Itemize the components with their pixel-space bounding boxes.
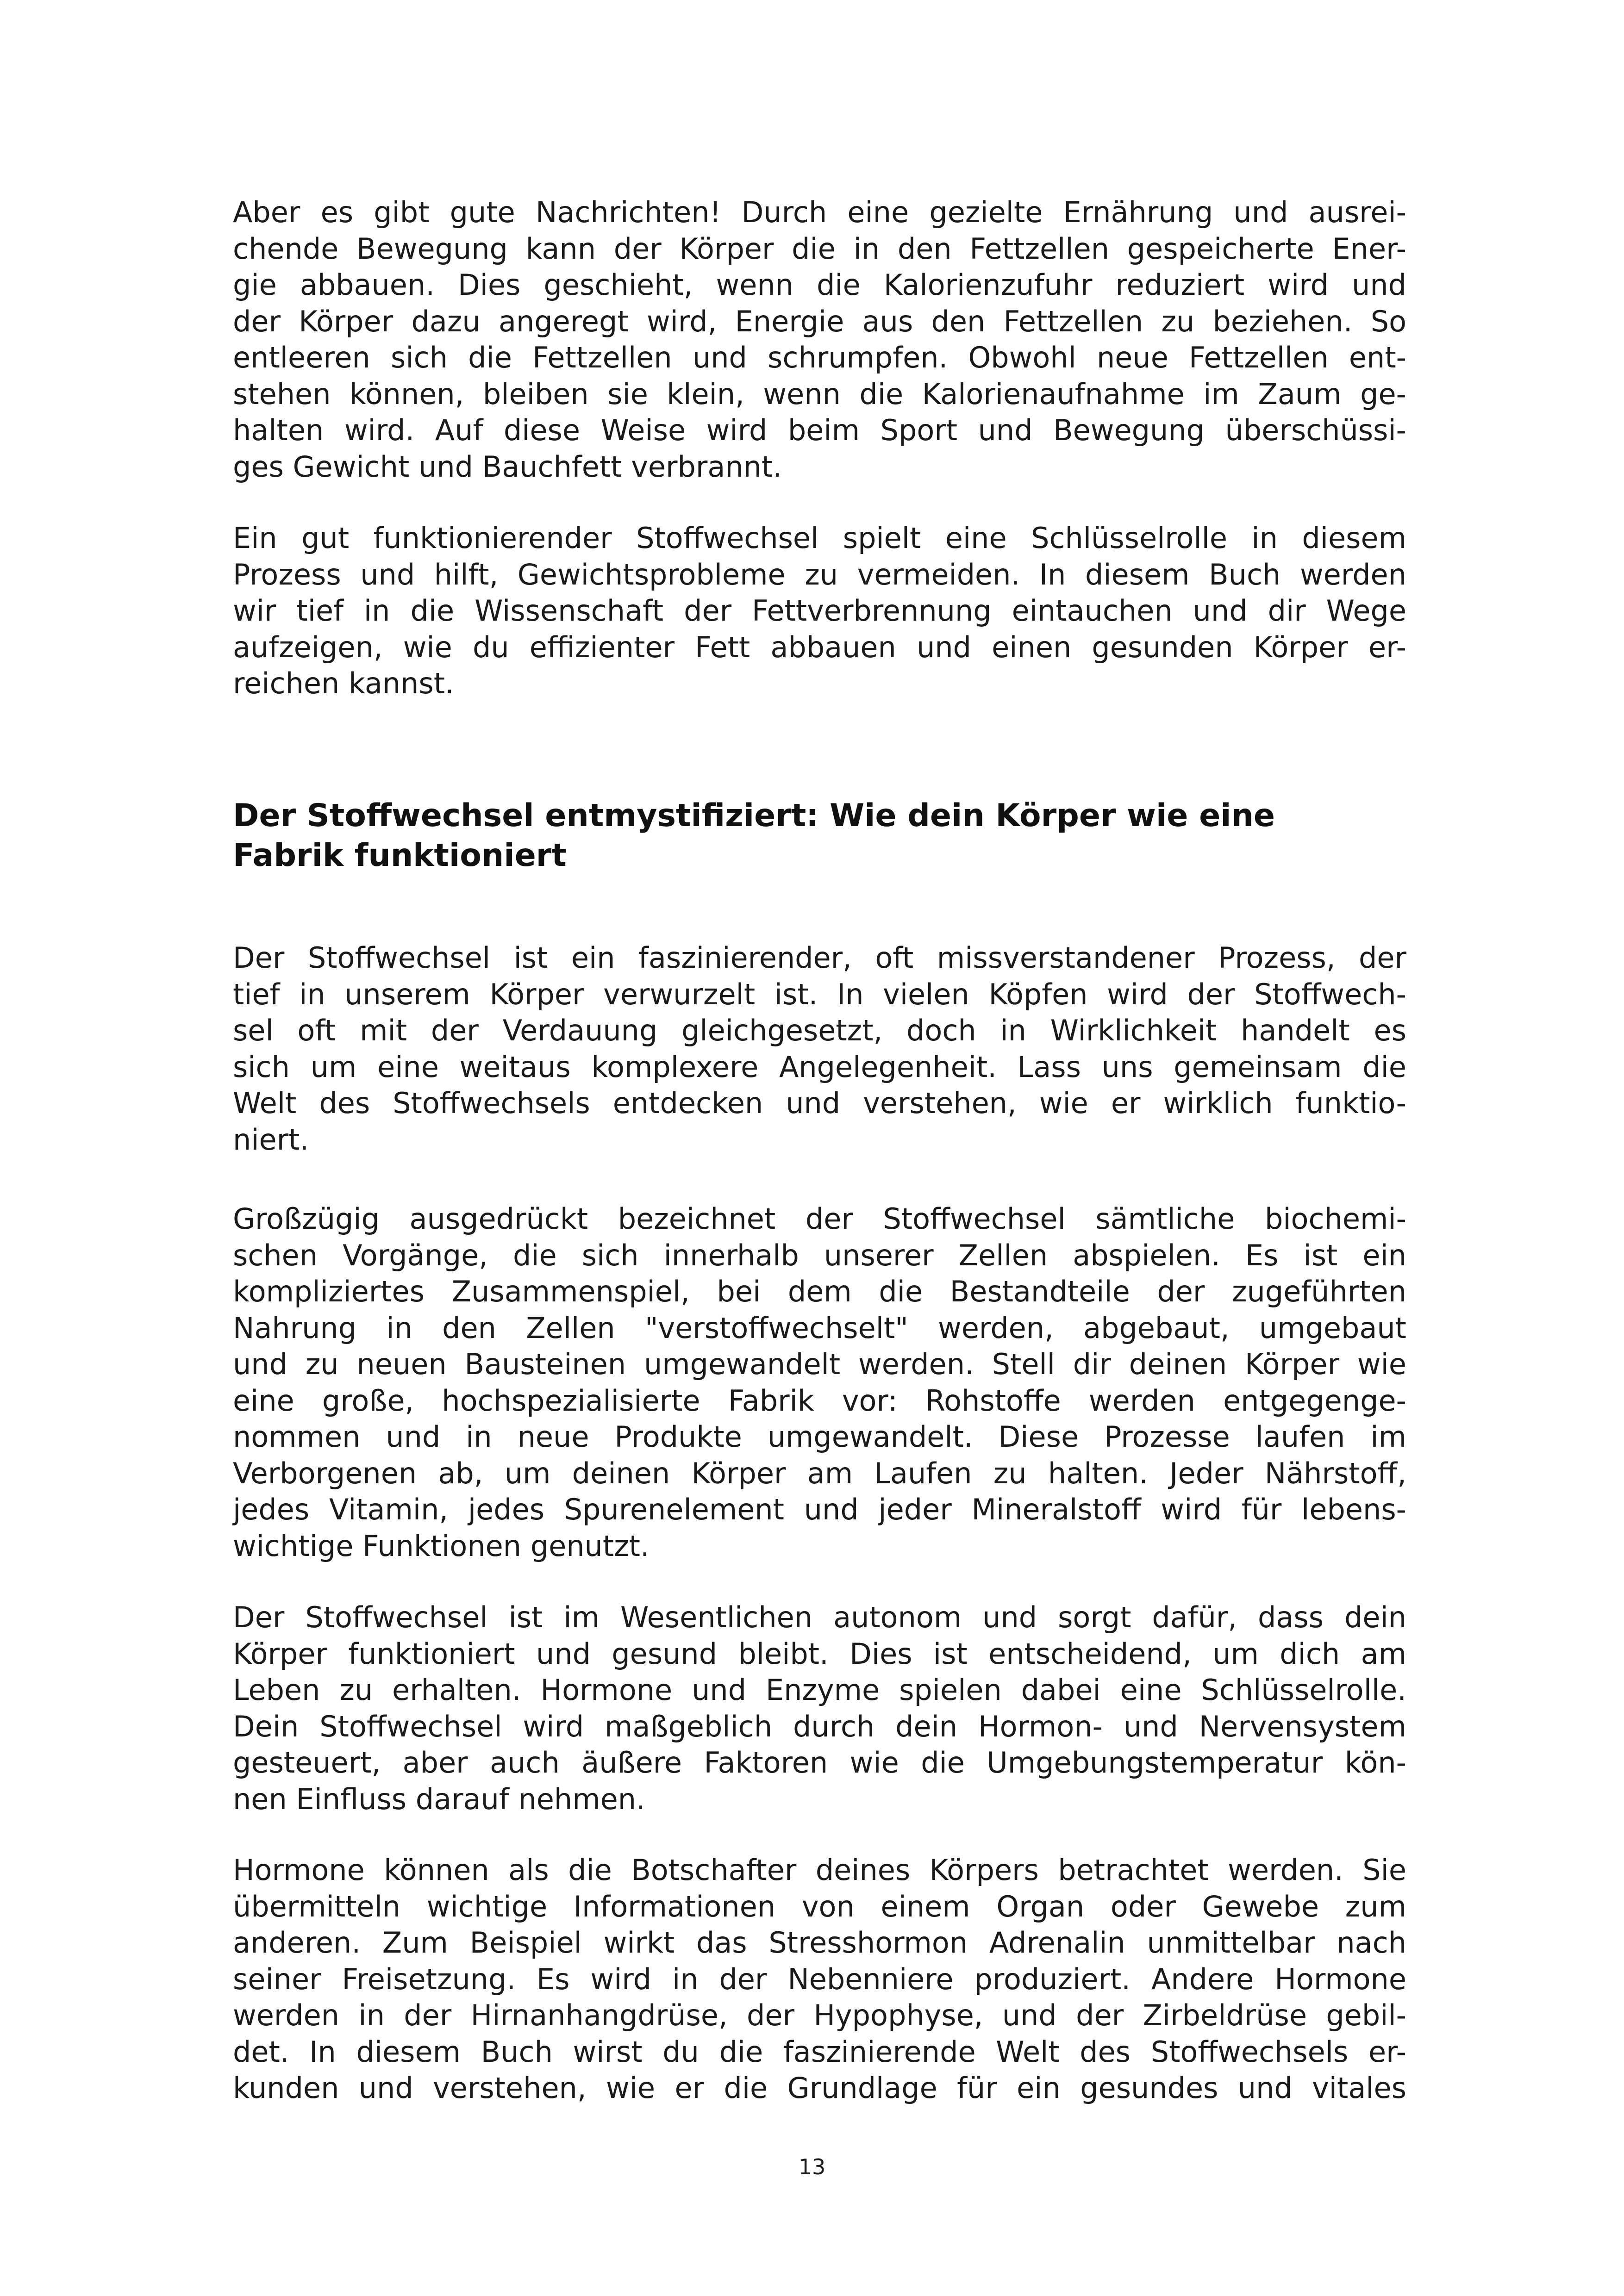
text-line: nommen und in neue Produkte umgewandelt. Diese Prozesse laufen im [233, 1420, 1406, 1454]
text-line: Der Stoffwechsel ist ein faszinierender, oft missverstandener Prozess, der [233, 941, 1406, 975]
text-line: gie abbauen. Dies geschieht, wenn die Kalorienzufuhr reduziert wird und [233, 268, 1406, 302]
text-line: Großzügig ausgedrückt bezeichnet der Stoffwechsel sämtliche biochemi- [233, 1202, 1406, 1236]
text-line: eine große, hochspezialisierte Fabrik vor: Rohstoffe werden entgegenge- [233, 1383, 1406, 1418]
text-line: stehen können, bleiben sie klein, wenn die Kalorienaufnahme im Zaum ge- [233, 377, 1406, 411]
text-line: kompliziertes Zusammenspiel, bei dem die Bestandteile der zugeführten [233, 1275, 1406, 1308]
text-line: der Körper dazu angeregt wird, Energie aus den Fettzellen zu beziehen. So [233, 304, 1406, 338]
text-line: werden in der Hirnanhangdrüse, der Hypophyse, und der Zirbeldrüse gebil- [233, 1998, 1406, 2032]
text-line: Welt des Stoffwechsels entdecken und verstehen, wie er wirklich funktio- [233, 1086, 1406, 1120]
text-line: jedes Vitamin, jedes Spurenelement und jeder Mineralstoff wird für lebens- [233, 1493, 1406, 1526]
text-line: niert. [233, 1122, 309, 1157]
text-line: übermitteln wichtige Informationen von einem Organ oder Gewebe zum [233, 1889, 1406, 1923]
text-line: entleeren sich die Fettzellen und schrumpfen. Obwohl neue Fettzellen ent- [233, 341, 1406, 374]
text-line: Verborgenen ab, um deinen Körper am Laufen zu halten. Jeder Nährstoff, [233, 1456, 1406, 1490]
text-line: chende Bewegung kann der Körper die in den Fettzellen gespeicherte Ener- [233, 231, 1406, 266]
text-line: wichtige Funktionen genutzt. [233, 1529, 650, 1563]
text-line: tief in unserem Körper verwurzelt ist. In vielen Köpfen wird der Stoffwech- [233, 977, 1406, 1011]
text-line: det. In diesem Buch wirst du die faszinierende Welt des Stoffwechsels er- [233, 2035, 1406, 2069]
heading-line: Der Stoffwechsel entmystifiziert: Wie dein Körper wie eine [233, 797, 1275, 834]
text-line: Körper funktioniert und gesund bleibt. Dies ist entscheidend, um dich am [233, 1636, 1406, 1671]
text-line: aufzeigen, wie du effizienter Fett abbauen und einen gesunden Körper er- [233, 630, 1406, 664]
text-line: Nahrung in den Zellen "verstoffwechselt" werden, abgebaut, umgebaut [233, 1311, 1406, 1345]
page-number: 13 [798, 2154, 826, 2179]
paragraph-hormones [233, 1852, 1406, 2107]
text-line: halten wird. Auf diese Weise wird beim Sport und Bewegung überschüssi- [233, 413, 1406, 447]
text-line: seiner Freisetzung. Es wird in der Nebenniere produziert. Andere Hormone [233, 1962, 1406, 1996]
text-line: sich um eine weitaus komplexere Angelegenheit. Lass uns gemeinsam die [233, 1050, 1406, 1084]
text-line: kunden und verstehen, wie er die Grundlage für ein gesundes und vitales [233, 2071, 1406, 2105]
paragraph-metabolism-intro [233, 940, 1406, 1158]
text-line: gesteuert, aber auch äußere Faktoren wie die Umgebungstemperatur kön- [233, 1746, 1406, 1780]
text-line: Prozess und hilft, Gewichtsprobleme zu vermeiden. In diesem Buch werden [233, 557, 1406, 591]
text-line: Leben zu erhalten. Hormone und Enzyme spielen dabei eine Schlüsselrolle. [233, 1673, 1406, 1707]
paragraph-good-news [233, 194, 1406, 485]
text-line: und zu neuen Bausteinen umgewandelt werden. Stell dir deinen Körper wie [233, 1347, 1406, 1381]
text-line: schen Vorgänge, die sich innerhalb unserer Zellen abspielen. Es ist ein [233, 1238, 1406, 1272]
text-line: Aber es gibt gute Nachrichten! Durch eine gezielte Ernährung und ausrei- [233, 195, 1406, 229]
text-line: nen Einfluss darauf nehmen. [233, 1782, 645, 1816]
text-line: Ein gut funktionierender Stoffwechsel spielt eine Schlüsselrolle in diesem [233, 521, 1406, 555]
text-line: wir tief in die Wissenschaft der Fettverbrennung eintauchen und dir Wege [233, 594, 1406, 628]
text-line: Hormone können als die Botschafter deines Körpers betrachtet werden. Sie [233, 1853, 1406, 1887]
text-line: anderen. Zum Beispiel wirkt das Stresshormon Adrenalin unmittelbar nach [233, 1926, 1406, 1960]
section-heading [233, 796, 1406, 876]
text-line: Dein Stoffwechsel wird maßgeblich durch dein Hormon- und Nervensystem [233, 1709, 1406, 1743]
text-line: reichen kannst. [233, 666, 454, 700]
text-line: sel oft mit der Verdauung gleichgesetzt, doch in Wirklichkeit handelt es [233, 1014, 1406, 1047]
heading-line: Fabrik funktioniert [233, 837, 567, 874]
text-line: Der Stoffwechsel ist im Wesentlichen autonom und sorgt dafür, dass dein [233, 1600, 1406, 1634]
paragraph-factory-analogy [233, 1201, 1406, 1564]
paragraph-metabolism-key-role [233, 520, 1406, 702]
paragraph-autonomous-metabolism [233, 1599, 1406, 1817]
text-line: ges Gewicht und Bauchfett verbrannt. [233, 449, 782, 484]
